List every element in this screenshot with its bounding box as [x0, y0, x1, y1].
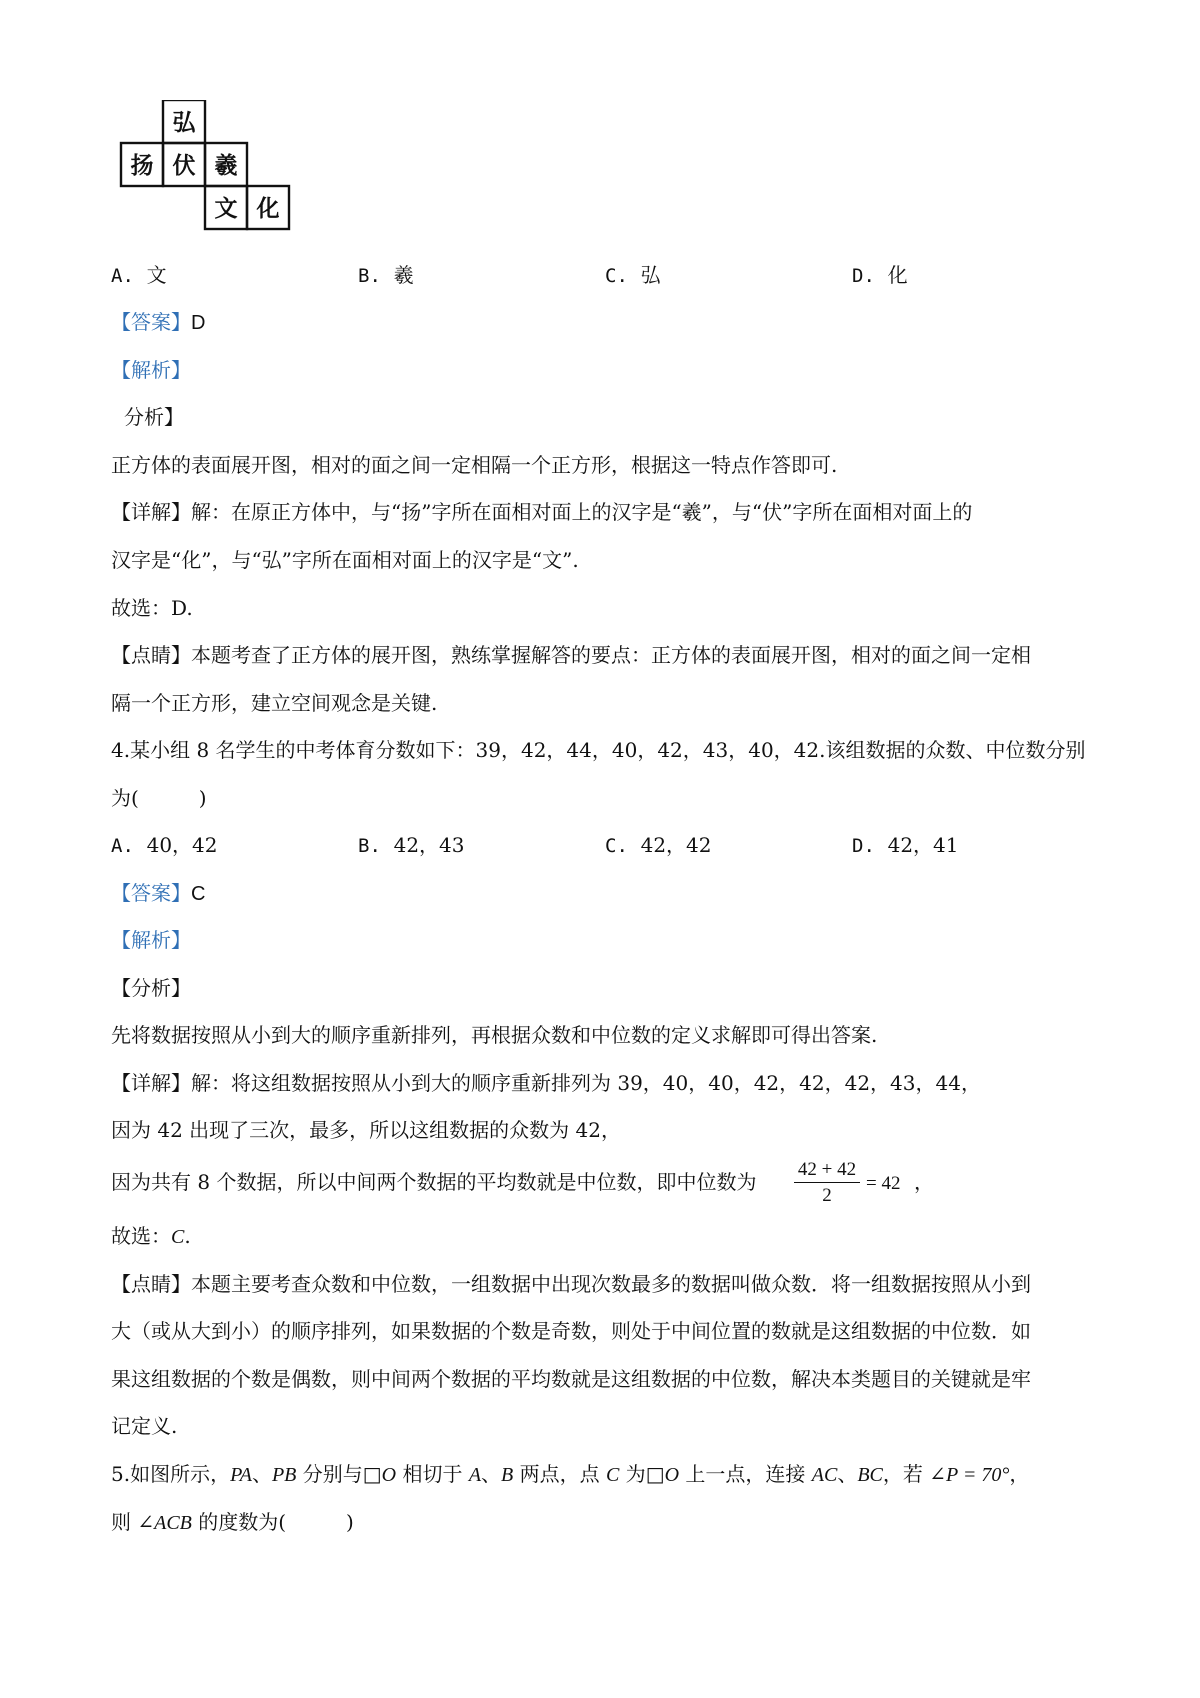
q3-answer: 【答案】D	[111, 310, 206, 334]
cube-char-wen: 文	[214, 196, 238, 222]
fraction-result: = 42	[866, 1173, 901, 1194]
cube-char-hong: 弘	[172, 110, 196, 136]
q3-option-a[interactable]: A. 文	[111, 263, 167, 287]
q3-comment-line1: 【点睛】本题考查了正方体的展开图，熟练掌握解答的要点：正方体的表面展开图，相对的面之间一定相	[111, 643, 1031, 667]
q4-fenxi-text: 先将数据按照从小到大的顺序重新排列，再根据众数和中位数的定义求解即可得出答案.	[111, 1023, 878, 1047]
cube-char-hua: 化	[256, 196, 280, 222]
cube-char-yang: 扬	[130, 153, 154, 179]
q4-stem-line1: 4.某小组 8 名学生的中考体育分数如下：39，42，44，40，42，43，40，42.该组数据的众数、中位数分别	[111, 738, 1086, 762]
cube-net-figure	[118, 100, 308, 240]
q3-analysis-tag: 【解析】	[111, 358, 191, 382]
q4-answer: 【答案】C	[111, 881, 206, 905]
q3-detail-line2: 汉字是“化”，与“弘”字所在面相对面上的汉字是“文”.	[111, 548, 579, 572]
fraction-bar	[794, 1182, 860, 1183]
cube-char-fu: 伏	[172, 153, 196, 179]
q4-comment-line1: 【点睛】本题主要考查众数和中位数，一组数据中出现次数最多的数据叫做众数．将一组数据按照从小到	[111, 1272, 1031, 1296]
q4-detail-line3: 因为共有 8 个数据，所以中间两个数据的平均数就是中位数，即中位数为	[111, 1170, 757, 1194]
q3-option-c[interactable]: C. 弘	[605, 263, 661, 287]
q4-detail-line2: 因为 42 出现了三次，最多，所以这组数据的众数为 42，	[111, 1118, 621, 1142]
q4-option-a[interactable]: A. 40，42	[111, 833, 218, 857]
q3-detail-line1: 【详解】解：在原正方体中，与“扬”字所在面相对面上的汉字是“羲”，与“伏”字所在面相对面上的	[111, 500, 973, 524]
q3-fenxi-text: 正方体的表面展开图，相对的面之间一定相隔一个正方形，根据这一特点作答即可.	[111, 453, 838, 477]
q4-comment-line2: 大（或从大到小）的顺序排列，如果数据的个数是奇数，则处于中间位置的数就是这组数据的中位数．如	[111, 1319, 1031, 1343]
q3-conclusion: 故选：D.	[111, 596, 193, 620]
q4-comment-line3: 果这组数据的个数是偶数，则中间两个数据的平均数就是这组数据的中位数，解决本类题目的关键就是牢	[111, 1367, 1031, 1391]
fraction-numerator: 42 + 42	[797, 1159, 857, 1180]
q3-comment-line2: 隔一个正方形，建立空间观念是关键.	[111, 691, 438, 715]
fraction-denominator: 2	[822, 1185, 832, 1206]
q4-option-c[interactable]: C. 42，42	[605, 833, 712, 857]
q4-option-b[interactable]: B. 42，43	[358, 833, 465, 857]
cube-char-xi: 羲	[214, 153, 238, 179]
median-fraction	[794, 1160, 860, 1205]
detail-line3-suffix: ，	[914, 1170, 934, 1194]
q4-option-d[interactable]: D. 42，41	[852, 833, 959, 857]
q4-analysis-tag: 【解析】	[111, 928, 191, 952]
q3-fenxi-heading: 分析】	[124, 405, 184, 429]
q5-stem-line2: 则 ∠ACB 的度数为( )	[111, 1510, 354, 1534]
q5-stem-line1: 5.如图所示，PA、PB 分别与□O 相切于 A、B 两点，点 C 为□O 上一点，连接 AC、BC，若 ∠P = 70°，	[111, 1462, 1030, 1486]
q4-fenxi-heading: 【分析】	[111, 976, 191, 1000]
q3-option-b[interactable]: B. 羲	[358, 263, 414, 287]
q4-conclusion: 故选：C.	[111, 1224, 191, 1248]
q4-comment-line4: 记定义.	[111, 1414, 178, 1438]
q4-detail-line1: 【详解】解：将这组数据按照从小到大的顺序重新排列为 39，40，40，42，42，42，43，44，	[111, 1071, 981, 1095]
q4-stem-line2: 为( )	[111, 786, 207, 810]
q3-option-d[interactable]: D. 化	[852, 263, 908, 287]
